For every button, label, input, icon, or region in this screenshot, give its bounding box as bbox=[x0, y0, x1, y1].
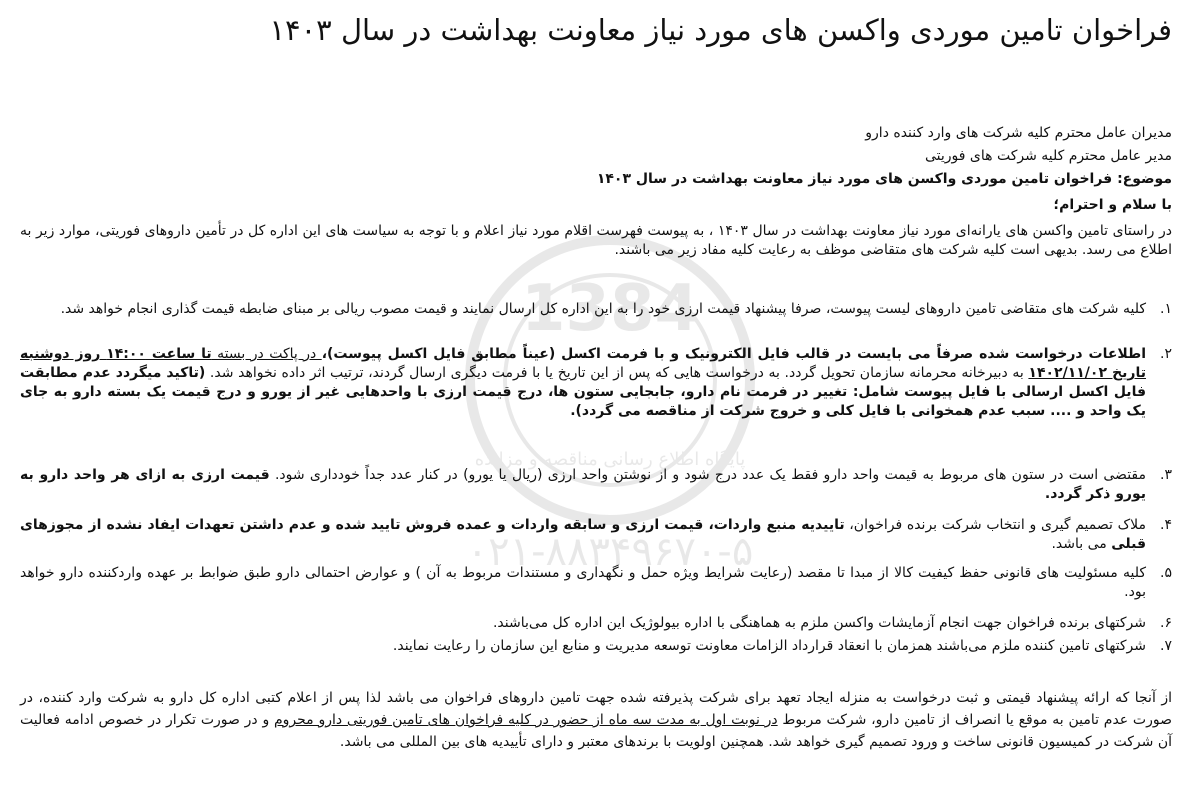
item-bold-text: قیمت ارزی به ازای هر واحد دارو به یورو ذکر گردد. bbox=[20, 467, 1146, 502]
item-text: می باشد. bbox=[1051, 536, 1112, 552]
item-bold-text: تاییدیه منبع واردات، قیمت ارزی و سابقه واردات و عمده فروش تایید شده و عدم داشتن تعهدات ایفاد نشده از مجوزهای قبلی bbox=[20, 517, 1146, 552]
recipient-line-1: مدیران عامل محترم کلیه شرکت های وارد کننده دارو bbox=[865, 125, 1172, 141]
greeting: با سلام و احترام؛ bbox=[1053, 197, 1172, 213]
list-item: کلیه شرکت های متقاضی تامین داروهای لیست پیوست، صرفا پیشنهاد قیمت ارزی خود را به این اداره کل ارسال نمایند و قیمت مصوب ریالی بر مبنای ضابطه قیمت گذاری انجام خواهد شد. bbox=[60, 301, 1146, 317]
item-number: ۷. bbox=[1160, 638, 1172, 654]
closing-text: از آنجا که ارائه پیشنهاد قیمتی و ثبت درخواست به منزله ایجاد تعهد برای شرکت پذیرفته شده جهت تامین داروهای فراخوان می باشد لذا پس از اعلام کتبی اداره کل دارو به شرکت وارد کننده، در صورت عدم تامین به موقع یا انصراف از تامین دارو، شرکت مربوط bbox=[20, 690, 1172, 728]
page-title: فراخوان تامین موردی واکسن های مورد نیاز معاونت بهداشت در سال ۱۴۰۳ bbox=[269, 13, 1172, 47]
recipient-line-2: مدیر عامل محترم کلیه شرکت های فوریتی bbox=[924, 148, 1172, 164]
intro-paragraph: در راستای تامین واکسن های یارانه‌ای مورد نیاز معاونت بهداشت در سال ۱۴۰۳ ، به پیوست فهرست اقلام مورد نیاز اعلام و با توجه به سیاست های این اداره کل در تأمین داروهای فوریتی، موارد زیر به اطلاع می رسد. بدیهی است کلیه شرکت های متقاضی موظف به رعایت کلیه مفاد زیر می باشند. bbox=[20, 223, 1172, 258]
item-number: ۶. bbox=[1160, 615, 1172, 631]
item-number: ۳. bbox=[1160, 467, 1172, 483]
list-item bbox=[20, 345, 1146, 421]
list-item: کلیه مسئولیت های قانونی حفظ کیفیت کالا از مبدا تا مقصد (رعایت شرایط ویژه حمل و نگهداری و مستندات مربوط به آن ) و عوارض احتمالی دارو طبق ضوابط بر عهده واردکننده دارو خواهد بود. bbox=[20, 565, 1146, 600]
closing-underlined-text: در نوبت اول به مدت سه ماه از حضور در کلیه فراخوان های تامین فوریتی دارو محروم bbox=[273, 712, 778, 728]
item-bold-text: اطلاعات درخواست شده صرفاً می بایست در قالب فایل الکترونیک و با فرمت اکسل (عیناً مطابق فایل اکسل پیوست)، bbox=[321, 346, 1147, 362]
list-item bbox=[20, 516, 1146, 554]
closing-paragraph bbox=[20, 687, 1172, 753]
subject-line: موضوع: فراخوان تامین موردی واکسن های مورد نیاز معاونت بهداشت در سال ۱۴۰۳ bbox=[596, 171, 1172, 187]
item-text: ملاک تصمیم گیری و انتخاب شرکت برنده فراخوان، bbox=[844, 517, 1146, 533]
item-warning-text: (تاکید میگردد عدم مطابقت فایل اکسل ارسالی با فایل پیوست شامل: تغییر در فرمت نام دارو، جابجایی ستون ها، درج قیمت ارزی با واحدهایی غیر از یورو و درج قیمت یک بسته دارو به جای یک واحد و .... سبب عدم همخوانی با فایل کلی و خروج شرکت از مناقصه می گردد). bbox=[20, 365, 1146, 419]
list-item: شرکتهای برنده فراخوان جهت انجام آزمایشات واکسن ملزم به هماهنگی با اداره بیولوژیک این اداره کل می‌باشند. bbox=[492, 615, 1146, 631]
item-number: ۵. bbox=[1160, 565, 1172, 581]
watermark-year: 1384 bbox=[520, 272, 700, 346]
item-underlined-text: در پاکت در بسته bbox=[211, 346, 322, 362]
watermark-caption: پایگاه اطلاع رسانی مناقصه و مزایده bbox=[474, 449, 746, 470]
list-item bbox=[20, 466, 1146, 504]
list-item: شرکتهای تامین کننده ملزم می‌باشند همزمان با انعقاد قرارداد الزامات معاونت توسعه مدیریت و منابع این سازمان را رعایت نمایند. bbox=[392, 638, 1146, 654]
closing-text: و در صورت تکرار در خصوص ادامه فعالیت آن شرکت در کمیسیون قانونی ساخت و ورود تصمیم گیری خواهد شد. همچنین اولویت با برندهای معتبر و دارای تأییدیه های بین المللی می باشد. bbox=[20, 712, 1172, 750]
deadline-text: تا ساعت ۱۴:۰۰ روز دوشنبه تاریخ ۱۴۰۲/۱۱/۰۲ bbox=[20, 346, 1146, 381]
item-number: ۴. bbox=[1160, 517, 1172, 533]
item-text: به دبیرخانه محرمانه سازمان تحویل گردد. به درخواست هایی که پس از این تاریخ یا با فرمت دیگری ارسال گردند، ترتیب اثر داده نخواهد شد. bbox=[205, 365, 1029, 381]
item-text: مقتضی است در ستون های مربوط به قیمت واحد دارو فقط یک عدد درج شود و از نوشتن واحد ارزی (ریال یا یورو) در کنار عدد جداً خودداری شود. bbox=[269, 467, 1146, 483]
watermark-phone: ۰۲۱-۸۸۳۴۹۶۷۰-۵ bbox=[466, 529, 754, 575]
item-number: ۱. bbox=[1160, 301, 1172, 317]
item-number: ۲. bbox=[1160, 346, 1172, 362]
